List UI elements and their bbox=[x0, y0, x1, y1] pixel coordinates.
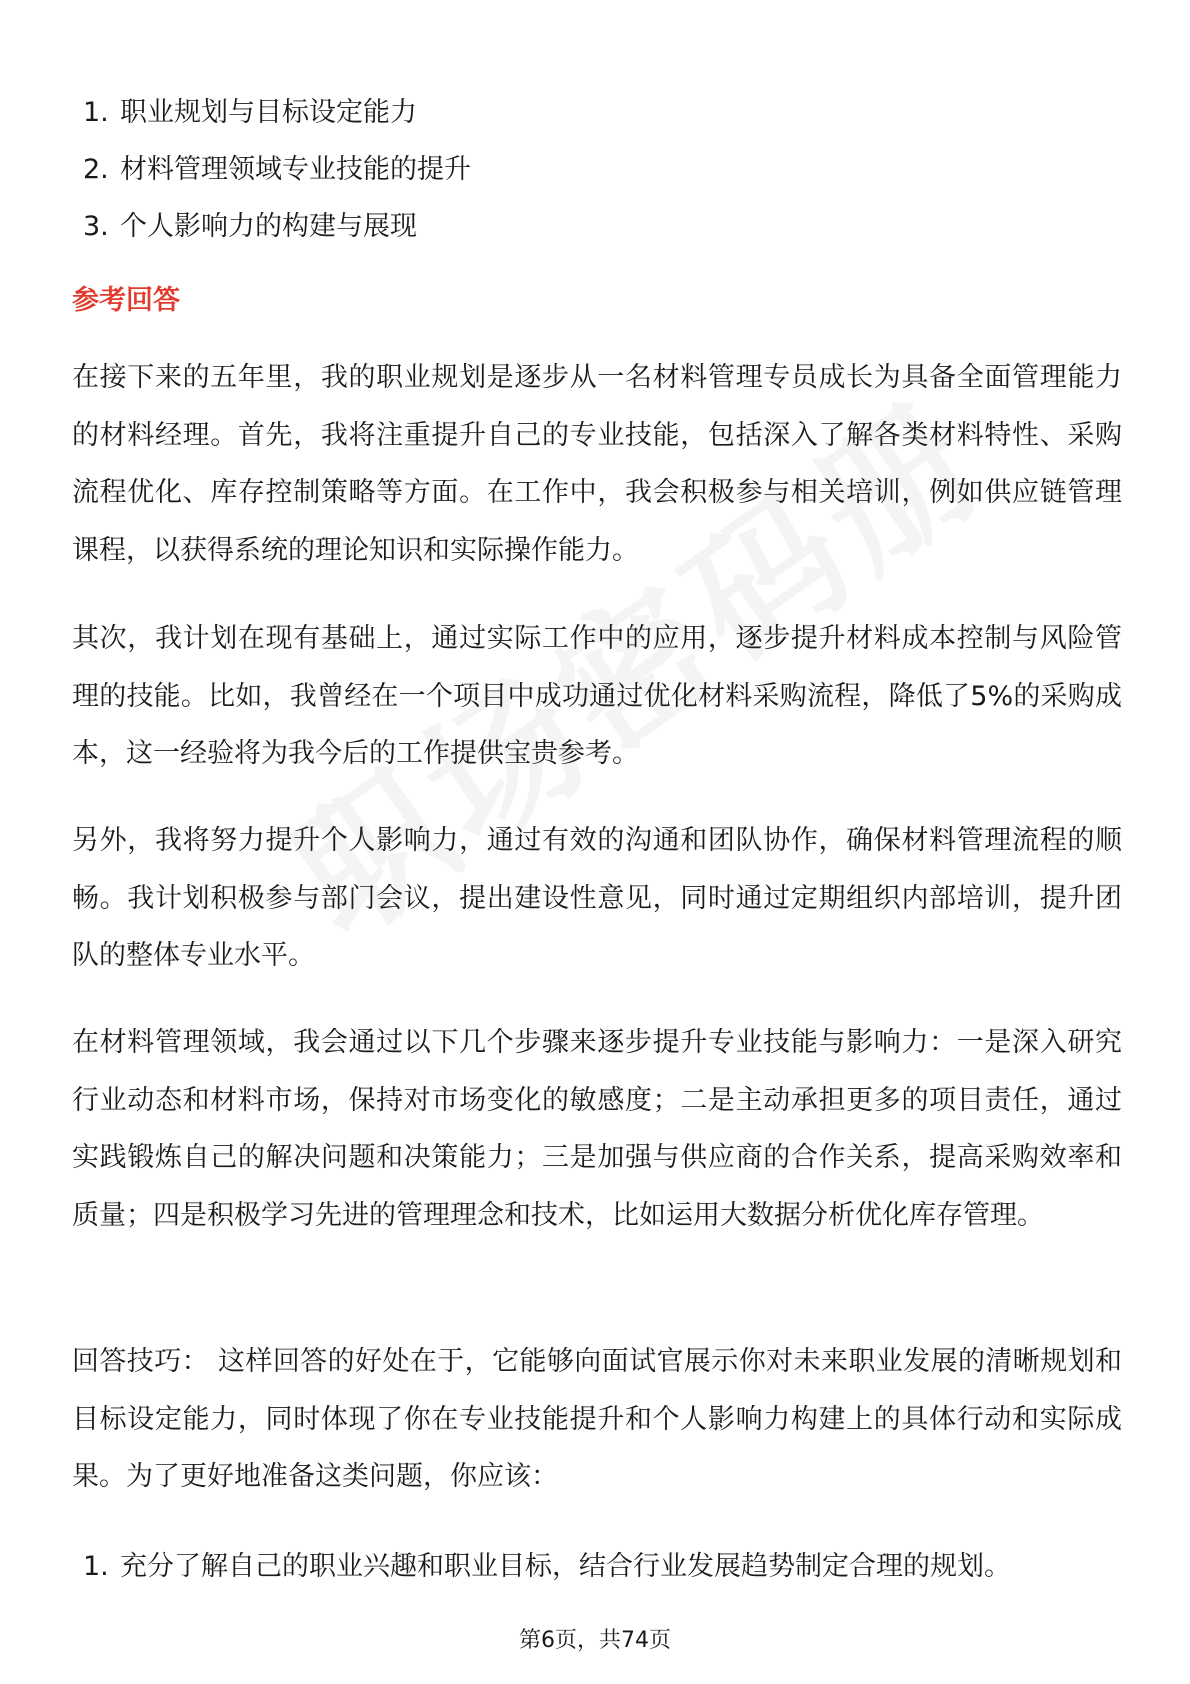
tips-paragraph: 回答技巧： 这样回答的好处在于，它能够向面试官展示你对未来职业发展的清晰规划和目标设定能力，同时体现了你在专业技能提升和个人影响力构建上的具体行动和实际成果。为了更好地准备这类问题，你应该： bbox=[72, 1346, 1122, 1492]
list-text: 材料管理领域专业技能的提升 bbox=[120, 154, 471, 185]
list-item bbox=[83, 1538, 1011, 1595]
list-number: 1. bbox=[83, 97, 109, 128]
list-text: 职业规划与目标设定能力 bbox=[120, 97, 417, 128]
competency-list bbox=[83, 84, 471, 255]
list-text: 个人影响力的构建与展现 bbox=[120, 211, 417, 242]
answer-paragraph: 在接下来的五年里，我的职业规划是逐步从一名材料管理专员成长为具备全面管理能力的材料经理。首先，我将注重提升自己的专业技能，包括深入了解各类材料特性、采购流程优化、库存控制策略等方面。在工作中，我会积极参与相关培训，例如供应链管理课程，以获得系统的理论知识和实际操作能力。 bbox=[72, 362, 1122, 566]
answer-paragraph: 在材料管理领域，我会通过以下几个步骤来逐步提升专业技能与影响力：一是深入研究行业动态和材料市场，保持对市场变化的敏感度；二是主动承担更多的项目责任，通过实践锻炼自己的解决问题和决策能力；三是加强与供应商的合作关系，提高采购效率和质量；四是积极学习先进的管理理念和技术，比如运用大数据分析优化库存管理。 bbox=[72, 1027, 1122, 1231]
list-number: 2. bbox=[83, 154, 109, 185]
list-text: 充分了解自己的职业兴趣和职业目标，结合行业发展趋势制定合理的规划。 bbox=[120, 1551, 1011, 1582]
tips-list bbox=[83, 1538, 1011, 1595]
list-item bbox=[83, 198, 471, 255]
answer-paragraph: 其次，我计划在现有基础上，通过实际工作中的应用，逐步提升材料成本控制与风险管理的技能。比如，我曾经在一个项目中成功通过优化材料采购流程，降低了5%的采购成本，这一经验将为我今后的工作提供宝贵参考。 bbox=[72, 623, 1122, 769]
section-title: 参考回答 bbox=[72, 285, 180, 316]
page-number-footer: 第6页，共74页 bbox=[519, 1628, 671, 1653]
list-number: 1. bbox=[83, 1551, 109, 1582]
list-number: 3. bbox=[83, 211, 109, 242]
list-item bbox=[83, 141, 471, 198]
answer-paragraph: 另外，我将努力提升个人影响力，通过有效的沟通和团队协作，确保材料管理流程的顺畅。我计划积极参与部门会议，提出建设性意见，同时通过定期组织内部培训，提升团队的整体专业水平。 bbox=[72, 825, 1122, 971]
list-item bbox=[83, 84, 471, 141]
